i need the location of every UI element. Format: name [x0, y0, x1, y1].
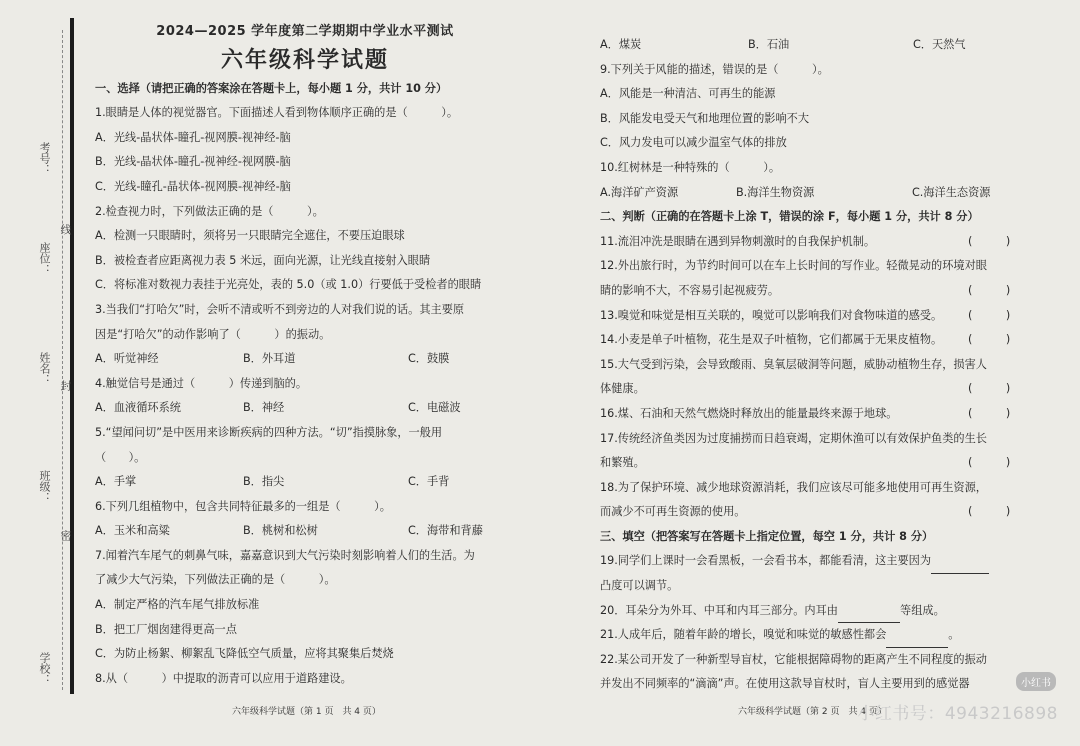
question-13 [600, 304, 1030, 329]
question-6: 6.下列几组植物中，包含共同特征最多的一组是（ ）。 [95, 499, 391, 513]
margin-label-class: 班级： [38, 470, 51, 503]
question-15-answer-paren: ( ) [968, 382, 1011, 396]
question-3-options [95, 347, 515, 372]
question-22-line-2: 并发出不同频率的“滴滴”声。在使用这款导盲杖时，盲人主要用到的感觉器 [600, 677, 970, 691]
question-3-option-a: A．听觉神经 [95, 352, 159, 366]
margin-label-line: 线 [59, 224, 72, 235]
question-9-option-a: A．风能是一种清洁、可再生的能源 [600, 87, 776, 101]
question-15-line-1: 15.大气受到污染，会导致酸雨、臭氧层破洞等问题，威胁动植物生存，损害人 [600, 357, 987, 371]
question-17-text-2: 和繁殖。 [600, 456, 645, 470]
question-21-text-b: 。 [948, 628, 960, 642]
question-4-option-c: C．电磁波 [408, 401, 461, 415]
question-2: 2.检查视力时，下列做法正确的是（ ）。 [95, 204, 324, 218]
question-1-option-a: A．光线-晶状体-瞳孔-视网膜-视神经-脑 [95, 130, 291, 144]
question-22-line-1: 22.某公司开发了一种新型导盲杖，它能根据障碍物的距离产生不同程度的振动 [600, 652, 987, 666]
question-4-option-b: B．神经 [243, 401, 285, 415]
question-7-line-1: 7.闻着汽车尾气的刺鼻气味，嘉嘉意识到大气污染时刻影响着人们的生活。为 [95, 548, 475, 562]
question-18-text-2: 而减少不可再生资源的使用。 [600, 505, 746, 519]
question-13-text: 13.嗅觉和味觉是相互关联的，嗅觉可以影响我们对食物味道的感受。 [600, 308, 943, 322]
question-2-option-a: A．检测一只眼睛时，须将另一只眼睛完全遮住，不要压迫眼球 [95, 229, 405, 243]
question-18-line-1: 18.为了保护环境、减少地球资源消耗，我们应该尽可能多地使用可再生资源， [600, 480, 987, 494]
question-15-line-2 [600, 377, 1030, 402]
question-13-answer-paren: ( ) [968, 308, 1011, 322]
question-5-option-b: B．指尖 [243, 475, 285, 489]
question-3-line-2: 因是“打哈欠”的动作影响了（ ）的振动。 [95, 327, 331, 341]
question-9-option-b: B．风能发电受天气和地理位置的影响不大 [600, 111, 810, 125]
question-7-option-c: C．为防止杨絮、柳絮乱飞降低空气质量，应将其聚集后焚烧 [95, 647, 394, 661]
question-17-line-1: 17.传统经济鱼类因为过度捕捞而日趋衰竭，定期休渔可以有效保护鱼类的生长 [600, 431, 987, 445]
question-9: 9.下列关于风能的描述，错误的是（ ）。 [600, 62, 829, 76]
question-12-text-2: 睛的影响不大，不容易引起视疲劳。 [600, 283, 780, 297]
question-10-options [600, 181, 1030, 206]
question-3-option-b: B．外耳道 [243, 352, 296, 366]
question-21 [600, 623, 1030, 648]
question-9-option-c: C．风力发电可以减少温室气体的排放 [600, 136, 787, 150]
question-11-text: 11.流泪冲洗是眼睛在遇到异物刺激时的自我保护机制。 [600, 234, 876, 248]
exam-title: 2024—2025 学年度第二学期期中学业水平测试 [156, 24, 454, 39]
question-16-answer-paren: ( ) [968, 406, 1011, 420]
question-17-line-2 [600, 451, 1030, 476]
question-6-options [95, 519, 515, 544]
question-17-answer-paren: ( ) [968, 456, 1011, 470]
section-3-heading: 三、填空（把答案写在答题卡上指定位置，每空 1 分，共计 8 分） [600, 529, 934, 543]
question-16-text: 16.煤、石油和天然气燃烧时释放出的能量最终来源于地球。 [600, 406, 898, 420]
question-6-option-c: C．海带和背藤 [408, 524, 483, 538]
question-8-option-b: B．石油 [748, 38, 790, 51]
question-19-text-1: 19.同学们上课时一会看黑板，一会看书本，都能看清，这主要因为 [600, 554, 932, 568]
question-21-text-a: 21.人成年后，随着年龄的增长，嗅觉和味觉的敏感性都会 [600, 628, 887, 642]
question-4-option-a: A．血液循环系统 [95, 401, 181, 415]
question-3-option-c: C．鼓膜 [408, 352, 450, 366]
question-20-text-b: 等组成。 [900, 603, 945, 617]
question-14-text: 14.小麦是单子叶植物，花生是双子叶植物，它们都属于无果皮植物。 [600, 333, 943, 347]
paper-title: 六年级科学试题 [220, 47, 389, 73]
question-5-line-1: 5.“望闻问切”是中医用来诊断疾病的四种方法。“切”指摸脉象，一般用 [95, 425, 443, 439]
question-12-answer-paren: ( ) [968, 283, 1011, 297]
margin-label-name: 姓名： [38, 352, 51, 385]
question-1: 1.眼睛是人体的视觉器官。下面描述人看到物体顺序正确的是（ ）。 [95, 106, 459, 120]
question-12-line-2 [600, 279, 1030, 304]
question-8: 8.从（ ）中提取的沥青可以应用于道路建设。 [95, 671, 352, 685]
page-2-footer: 六年级科学试题（第 2 页 共 4 页） [738, 707, 887, 717]
question-6-option-a: A．玉米和高粱 [95, 524, 170, 538]
margin-label-seat: 座位： [38, 242, 51, 275]
question-3-line-1: 3.当我们“打哈欠”时，会听不清或听不到旁边的人对我们说的话。其主要原 [95, 302, 465, 316]
question-4-options [95, 396, 515, 421]
question-18-answer-paren: ( ) [968, 505, 1011, 519]
question-14 [600, 328, 1030, 353]
question-20-text-a: 20．耳朵分为外耳、中耳和内耳三部分。内耳由 [600, 603, 838, 617]
margin-label-seal: 封 [59, 380, 72, 391]
margin-label-exam-number: 考号： [38, 142, 51, 175]
question-12-line-1: 12.外出旅行时，为节约时间可以在车上长时间的写作业。轻微晃动的环境对眼 [600, 259, 987, 273]
question-10-option-a: A.海洋矿产资源 [600, 185, 679, 199]
question-14-answer-paren: ( ) [968, 333, 1011, 347]
question-2-option-b: B．被检查者应距离视力表 5 米远，面向光源，让光线直接射入眼睛 [95, 253, 431, 267]
question-1-option-b: B．光线-晶状体-瞳孔-视神经-视网膜-脑 [95, 155, 291, 169]
page-1-column [95, 20, 515, 691]
section-2-heading: 二、判断（正确的在答题卡上涂 T，错误的涂 F，每小题 1 分，共计 8 分） [600, 210, 979, 224]
question-11 [600, 230, 1030, 255]
question-19-line-2: 凸度可以调节。 [600, 579, 679, 593]
binding-margin-bar [70, 18, 74, 694]
question-5-options [95, 470, 515, 495]
question-20 [600, 599, 1030, 624]
question-7-option-a: A．制定严格的汽车尾气排放标准 [95, 598, 260, 612]
question-15-text-2: 体健康。 [600, 382, 645, 396]
margin-label-secret: 密 [59, 530, 72, 541]
page-1-footer: 六年级科学试题（第 1 页 共 4 页） [232, 707, 381, 717]
question-10-option-c: C.海洋生态资源 [912, 185, 991, 199]
question-6-option-b: B．桃树和松树 [243, 524, 318, 538]
question-8-option-a: A．煤炭 [600, 38, 642, 51]
question-8-option-c: C．天然气 [913, 38, 966, 51]
question-19-line-1 [600, 549, 1030, 574]
watermark-text: 小红书号：4943216898 [857, 704, 1058, 724]
section-1-heading: 一、选择（请把正确的答案涂在答题卡上，每小题 1 分，共计 10 分） [95, 81, 448, 95]
margin-cut-line [62, 30, 63, 690]
question-18-line-2 [600, 500, 1030, 525]
question-10-option-b: B.海洋生物资源 [736, 185, 815, 199]
question-5-option-c: C．手背 [408, 475, 450, 489]
question-21-blank[interactable] [886, 633, 948, 648]
app-badge: 小红书 [1016, 672, 1056, 691]
question-5-line-2: （ ）。 [95, 450, 146, 464]
question-20-blank[interactable] [838, 608, 900, 623]
margin-label-school: 学校： [38, 652, 51, 685]
question-8-options [600, 33, 1030, 58]
question-7-option-b: B．把工厂烟囱建得更高一点 [95, 622, 237, 636]
question-7-line-2: 了减少大气污染，下列做法正确的是（ ）。 [95, 573, 336, 587]
page-2-column [600, 33, 1030, 697]
question-4: 4.触觉信号是通过（ ）传递到脑的。 [95, 376, 308, 390]
question-2-option-c: C．将标准对数视力表挂于光亮处，表的 5.0（或 1.0）行要低于受检者的眼睛 [95, 278, 482, 292]
question-10: 10.红树林是一种特殊的（ ）。 [600, 160, 781, 174]
question-5-option-a: A．手掌 [95, 475, 137, 489]
question-11-answer-paren: ( ) [968, 234, 1011, 248]
question-19-blank[interactable] [931, 559, 989, 574]
question-1-option-c: C．光线-瞳孔-晶状体-视网膜-视神经-脑 [95, 179, 291, 193]
question-16 [600, 402, 1030, 427]
